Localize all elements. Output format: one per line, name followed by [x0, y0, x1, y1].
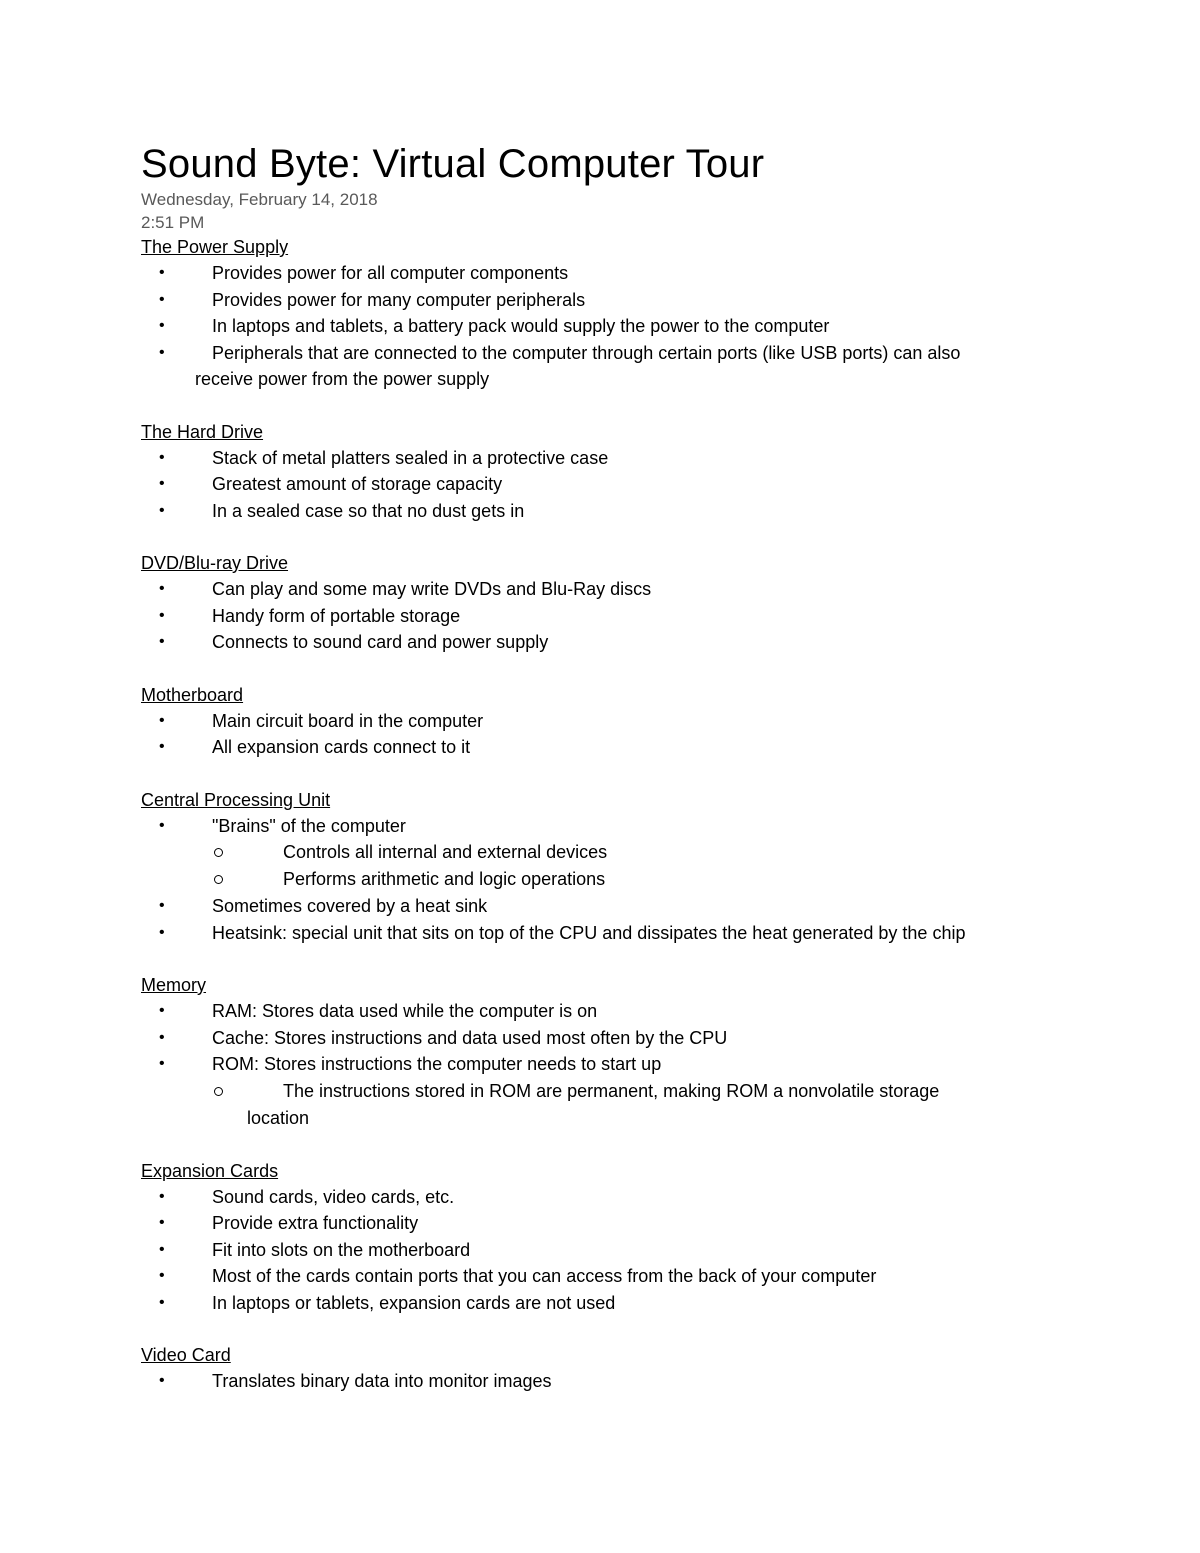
note-section	[141, 1342, 1081, 1395]
list-item	[141, 1025, 1081, 1052]
list-item	[141, 1184, 1081, 1211]
list-item-text: Handy form of portable storage	[212, 605, 461, 626]
bullet-icon: •	[159, 290, 165, 308]
bullet-icon: •	[159, 343, 165, 361]
list-item-continuation: receive power from the power supply	[195, 369, 490, 389]
bullet-icon: •	[159, 711, 165, 729]
list-item-text: Most of the cards contain ports that you can access from the back of your computer	[212, 1266, 877, 1286]
list-item-text: RAM: Stores data used while the computer is on	[212, 1001, 598, 1021]
list-item-text: Sound cards, video cards, etc.	[212, 1186, 455, 1207]
list-item	[141, 629, 1081, 656]
circle-bullet-icon	[214, 848, 223, 857]
list-item-text: In laptops and tablets, a battery pack would supply the power to the computer	[212, 316, 830, 336]
list-item	[141, 1210, 1081, 1237]
list-item	[141, 1290, 1081, 1317]
list-item-text: In a sealed case so that no dust gets in	[212, 500, 525, 521]
bullet-icon: •	[159, 1055, 165, 1072]
section-heading: The Hard Drive	[141, 421, 264, 442]
bullet-icon: •	[159, 1002, 165, 1019]
bullet-icon: •	[159, 475, 165, 492]
list-item	[141, 920, 1081, 947]
bullet-icon: •	[159, 317, 165, 334]
note-section	[141, 682, 1081, 761]
bullet-icon: •	[159, 264, 165, 281]
note-body	[141, 234, 1081, 1395]
list-item-text: Provides power for many computer peripherals	[212, 289, 586, 310]
list-item-text: Heatsink: special unit that sits on top of the CPU and dissipates the heat generated by the chip	[212, 922, 966, 943]
list-item	[141, 260, 1081, 287]
section-heading: Central Processing Unit	[141, 789, 331, 810]
list-item-text: Provides power for all computer components	[212, 263, 569, 283]
bullet-list	[141, 1368, 1081, 1395]
bullet-icon: •	[159, 1240, 165, 1258]
section-heading: Memory	[141, 975, 207, 995]
note-time: 2:51 PM	[141, 213, 205, 232]
bullet-icon: •	[159, 1267, 165, 1284]
list-item	[141, 445, 1081, 472]
list-item-text: ROM: Stores instructions the computer needs to start up	[212, 1054, 662, 1074]
bullet-icon: •	[159, 580, 165, 597]
bullet-icon: •	[159, 633, 165, 650]
bullet-icon: •	[159, 606, 165, 624]
bullet-list	[141, 576, 1081, 656]
note-date: Wednesday, February 14, 2018	[141, 190, 378, 209]
sub-list-item-text: Controls all internal and external devices	[283, 842, 608, 862]
list-item-text: Sometimes covered by a heat sink	[212, 896, 488, 916]
list-item	[141, 734, 1081, 761]
list-item	[141, 1263, 1081, 1290]
section-heading: Video Card	[141, 1345, 231, 1365]
bullet-list	[141, 445, 1081, 525]
sub-list-item	[141, 866, 1081, 893]
bullet-icon: •	[159, 1293, 165, 1311]
sub-bullet-list	[212, 1078, 1081, 1132]
page-title: Sound Byte: Virtual Computer Tour	[141, 142, 765, 186]
list-item-text: "Brains" of the computer	[212, 815, 406, 836]
bullet-list	[141, 813, 1081, 947]
sub-list-item	[141, 1078, 1081, 1132]
bullet-list	[141, 1184, 1081, 1317]
note-section	[141, 550, 1081, 656]
bullet-icon: •	[159, 501, 165, 519]
sub-list-item-text: The instructions stored in ROM are permanent, making ROM a nonvolatile storage	[283, 1080, 940, 1101]
list-item-text: Cache: Stores instructions and data used most often by the CPU	[212, 1027, 728, 1048]
note-section	[141, 787, 1081, 947]
sub-bullet-list	[212, 839, 1081, 893]
bullet-icon: •	[159, 897, 165, 914]
sub-list-item-text: Performs arithmetic and logic operations	[283, 869, 606, 889]
section-heading: Expansion Cards	[141, 1160, 279, 1181]
list-item	[141, 340, 1081, 393]
bullet-icon: •	[159, 738, 165, 755]
list-item-text: Connects to sound card and power supply	[212, 632, 549, 652]
list-item	[141, 813, 1081, 894]
bullet-list	[141, 998, 1081, 1132]
bullet-icon: •	[159, 923, 165, 941]
sub-list-item	[141, 839, 1081, 866]
list-item	[141, 1368, 1081, 1395]
note-section	[141, 972, 1081, 1132]
list-item	[141, 1237, 1081, 1264]
note-section	[141, 419, 1081, 525]
list-item	[141, 1051, 1081, 1132]
list-item	[141, 576, 1081, 603]
section-heading: DVD/Blu-ray Drive	[141, 553, 289, 573]
list-item	[141, 287, 1081, 314]
circle-bullet-icon	[214, 875, 223, 884]
list-item	[141, 313, 1081, 340]
bullet-icon: •	[159, 448, 165, 466]
list-item-text: Can play and some may write DVDs and Blu-Ray discs	[212, 579, 652, 599]
list-item-text: Fit into slots on the motherboard	[212, 1239, 471, 1260]
list-item	[141, 893, 1081, 920]
section-heading: Motherboard	[141, 684, 244, 705]
list-item	[141, 998, 1081, 1025]
section-heading: The Power Supply	[141, 237, 289, 257]
bullet-list	[141, 260, 1081, 393]
sub-list-item-continuation: location	[247, 1107, 310, 1128]
list-item	[141, 471, 1081, 498]
list-item-text: In laptops or tablets, expansion cards are not used	[212, 1292, 616, 1313]
list-item	[141, 498, 1081, 525]
note-section	[141, 1158, 1081, 1317]
list-item	[141, 708, 1081, 735]
list-item-text: Main circuit board in the computer	[212, 710, 484, 731]
bullet-list	[141, 708, 1081, 761]
circle-bullet-icon	[214, 1087, 223, 1096]
bullet-icon: •	[159, 1028, 165, 1046]
note-section	[141, 234, 1081, 393]
list-item-text: Peripherals that are connected to the computer through certain ports (like USB ports) can also	[212, 342, 961, 363]
bullet-icon: •	[159, 816, 165, 834]
bullet-icon: •	[159, 1372, 165, 1389]
bullet-icon: •	[159, 1187, 165, 1205]
bullet-icon: •	[159, 1214, 165, 1231]
note-page	[141, 140, 1081, 1395]
list-item-text: Provide extra functionality	[212, 1213, 419, 1233]
list-item-text: Translates binary data into monitor images	[212, 1371, 552, 1391]
list-item	[141, 603, 1081, 630]
list-item-text: Stack of metal platters sealed in a protective case	[212, 447, 609, 468]
list-item-text: All expansion cards connect to it	[212, 737, 471, 757]
list-item-text: Greatest amount of storage capacity	[212, 474, 503, 494]
